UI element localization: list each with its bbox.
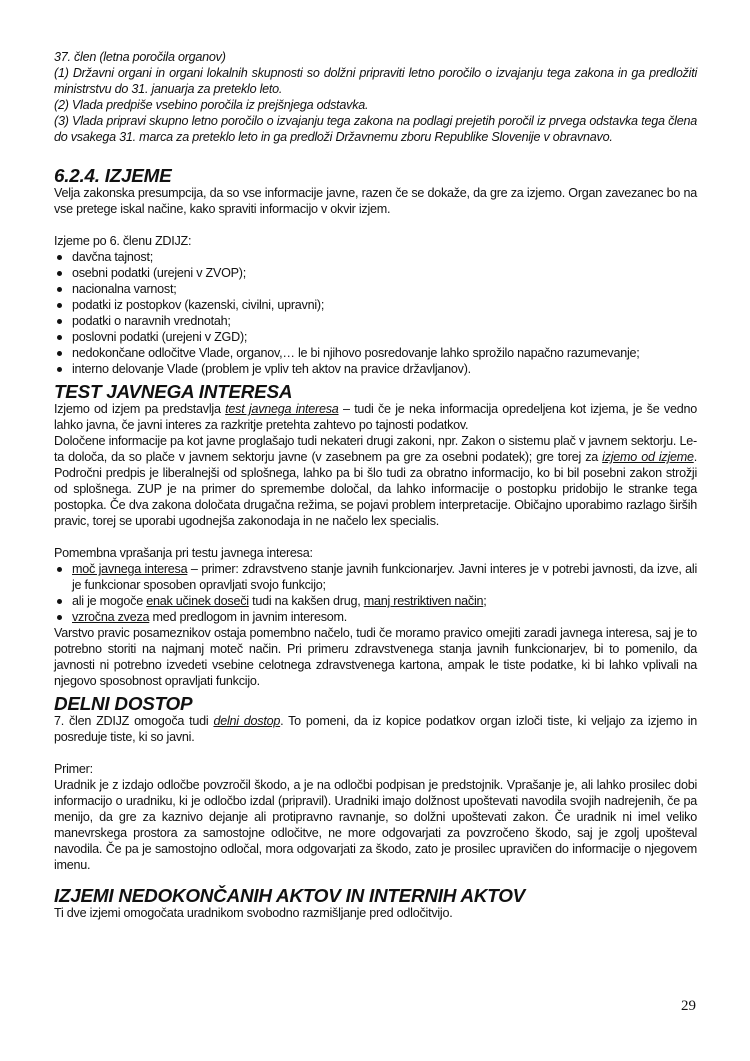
spacer bbox=[54, 529, 697, 545]
underlined-term: vzročna zveza bbox=[72, 610, 150, 624]
text-run: Določene informacije pa kot javne proglašajo tudi nekateri drugi zakoni, npr. Zakon o sistemu plač v javnem sektorju. Le-ta določa, da so plače v javnem sektorju javne (v zasebnem pa gre za osebni podatek); gre torej za bbox=[54, 434, 697, 464]
spacer bbox=[54, 145, 697, 161]
list-item bbox=[54, 561, 697, 593]
text-run: 7. člen ZDIJZ omogoča tudi bbox=[54, 714, 214, 728]
underlined-term: enak učinek doseči bbox=[146, 594, 249, 608]
izjeme-list bbox=[54, 249, 697, 377]
list-item: poslovni podatki (urejeni v ZGD); bbox=[54, 329, 697, 345]
questions-list bbox=[54, 561, 697, 625]
section-test-javnega-interesa bbox=[54, 382, 697, 689]
izjeme-list-title: Izjeme po 6. členu ZDIJZ: bbox=[54, 234, 192, 248]
list-item bbox=[54, 609, 697, 625]
section-heading-test: TEST JAVNEGA INTERESA bbox=[54, 382, 293, 403]
delni-paragraph-1 bbox=[54, 713, 697, 745]
article-37-title: 37. člen (letna poročila organov) bbox=[54, 50, 226, 64]
text-run: . Področni predpis je liberalnejši od splošnega, lahko pa bi šlo tudi za obratno informacijo, ko bi bil posebni zakon strožji od splošnega. ZUP je na primer do spremembe določal, da lahko informacije o postopku pridobijo le stranke tega postopka. Če dva zakona določata drugačna režima, se pojavi problem interpretacije. Običajno uporabimo razlago širših pravic, torej se uporabi ugodnejša zakonodaja in ne načelo lex specialis. bbox=[54, 450, 697, 528]
text-run: – primer: zdravstveno stanje javnih funkcionarjev. Javni interes je v potrebi javnosti, da izve, ali je funkcionar sposoben opravljati svojo funkcijo; bbox=[72, 562, 697, 592]
list-item: nedokončane odločitve Vlade, organov,… le bi njihovo posredovanje lahko sprožilo napačno razumevanje; bbox=[54, 345, 697, 361]
article-37-paragraph-3: (3) Vlada pripravi skupno letno poročilo o izvajanju tega zakona na podlagi prejetih poročil iz prvega odstavka tega člena do vsakega 31. marca za preteklo leto in ga predloži Državnemu zboru Republike Slovenije v obravnavo. bbox=[54, 114, 697, 144]
section-nedokoncani-akti bbox=[54, 886, 697, 921]
text-run: – tudi če je neka informacija opredeljena kot izjema, je še vedno lahko javna, če javni interes za razkritje pretehta zahtevo po tajnosti podatkov. bbox=[54, 402, 697, 432]
list-item: davčna tajnost; bbox=[54, 249, 697, 265]
test-paragraph-1 bbox=[54, 401, 697, 433]
section-heading-nedokoncani: IZJEMI NEDOKONČANIH AKTOV IN INTERNIH AKTOV bbox=[54, 886, 525, 907]
izjeme-intro: Velja zakonska presumpcija, da so vse informacije javne, razen če se dokaže, da gre za izjemo. Organ zavezanec bo na vse pretege iskal načine, kako spraviti informacijo v okvir izjem. bbox=[54, 186, 697, 216]
text-run: ; bbox=[483, 594, 487, 608]
section-heading-izjeme: 6.2.4. IZJEME bbox=[54, 166, 172, 187]
questions-title: Pomembna vprašanja pri testu javnega interesa: bbox=[54, 546, 313, 560]
list-item: podatki iz postopkov (kazenski, civilni, upravni); bbox=[54, 297, 697, 313]
emphasis-delni-dostop: delni dostop bbox=[213, 714, 281, 728]
text-run: Izjemo od izjem pa predstavlja bbox=[54, 402, 226, 416]
list-item: osebni podatki (urejeni v ZVOP); bbox=[54, 265, 697, 281]
section-izjeme bbox=[54, 166, 697, 377]
text-run: ali je mogoče bbox=[72, 594, 147, 608]
page-number: 29 bbox=[681, 998, 696, 1014]
list-item: podatki o naravnih vrednotah; bbox=[54, 313, 697, 329]
spacer bbox=[54, 745, 697, 761]
emphasis-izjemo-od-izjeme: izjemo od izjeme bbox=[602, 450, 694, 464]
list-item bbox=[54, 593, 697, 609]
text-run: med predlogom in javnim interesom. bbox=[149, 610, 347, 624]
article-37 bbox=[54, 49, 697, 145]
emphasis-test-javnega-interesa: test javnega interesa bbox=[225, 402, 339, 416]
nedokoncani-text: Ti dve izjemi omogočata uradnikom svobodno razmišljanje pred odločitvijo. bbox=[54, 906, 453, 920]
text-run: tudi na kakšen drug, bbox=[248, 594, 364, 608]
example-text: Uradnik je z izdajo odločbe povzročil škodo, a je na odločbi podpisan je predstojnik. Vprašanje je, ali lahko prosilec dobi informacijo o uradniku, ki je odločbo izdal (pripravil). Uradniki imajo dolžnost upoštevati navodila svojih nadrejenih, če pa menijo, da gre za kaznivo dejanje ali protipravno ravnanje, so dolžni upoštevati zakon. Če uradnik ni imel veliko manevrskega prostora za samostojne odločitve, ne more odgovarjati za povzročeno škodo, saj je zgolj upošteval navodila. Če pa je samostojno odločal, mora odgovarjati za škodo, zato je prosilec upravičen do informacije o njegovem imenu. bbox=[54, 778, 697, 872]
section-heading-delni: DELNI DOSTOP bbox=[54, 694, 193, 715]
text-run: . To pomeni, da iz kopice podatkov organ izloči tiste, ki veljajo za izjemo in posreduje tiste, ki so javni. bbox=[54, 714, 698, 744]
test-paragraph-2 bbox=[54, 433, 697, 529]
underlined-term: manj restriktiven način bbox=[363, 594, 484, 608]
spacer bbox=[54, 217, 697, 233]
test-paragraph-3: Varstvo pravic posameznikov ostaja pomembno načelo, tudi če moramo pravico omejiti zaradi javnega interesa, saj je to potrebno storiti na najmanj moteč način. Pri primeru zdravstvenega stanja javnih funkcionarjev, bi to pomenilo, da javnosti ni potrebno izvedeti vsebine celotnega zdravstvenega kartona, ampak le tiste podatke, ki bi lahko vplivali na njegovo sposobnost opravljati funkcijo. bbox=[54, 626, 697, 688]
example-label: Primer: bbox=[54, 762, 93, 776]
list-item: interno delovanje Vlade (problem je vpliv teh aktov na pravice državljanov). bbox=[54, 361, 697, 377]
section-delni-dostop bbox=[54, 694, 698, 873]
article-37-paragraph-2: (2) Vlada predpiše vsebino poročila iz prejšnjega odstavka. bbox=[54, 98, 369, 112]
document-page bbox=[54, 49, 697, 921]
article-37-paragraph-1: (1) Državni organi in organi lokalnih skupnosti so dolžni pripraviti letno poročilo o izvajanju tega zakona in ga predložiti ministrstvu do 31. januarja za preteklo leto. bbox=[54, 66, 697, 96]
underlined-term: moč javnega interesa bbox=[72, 562, 188, 576]
list-item: nacionalna varnost; bbox=[54, 281, 697, 297]
